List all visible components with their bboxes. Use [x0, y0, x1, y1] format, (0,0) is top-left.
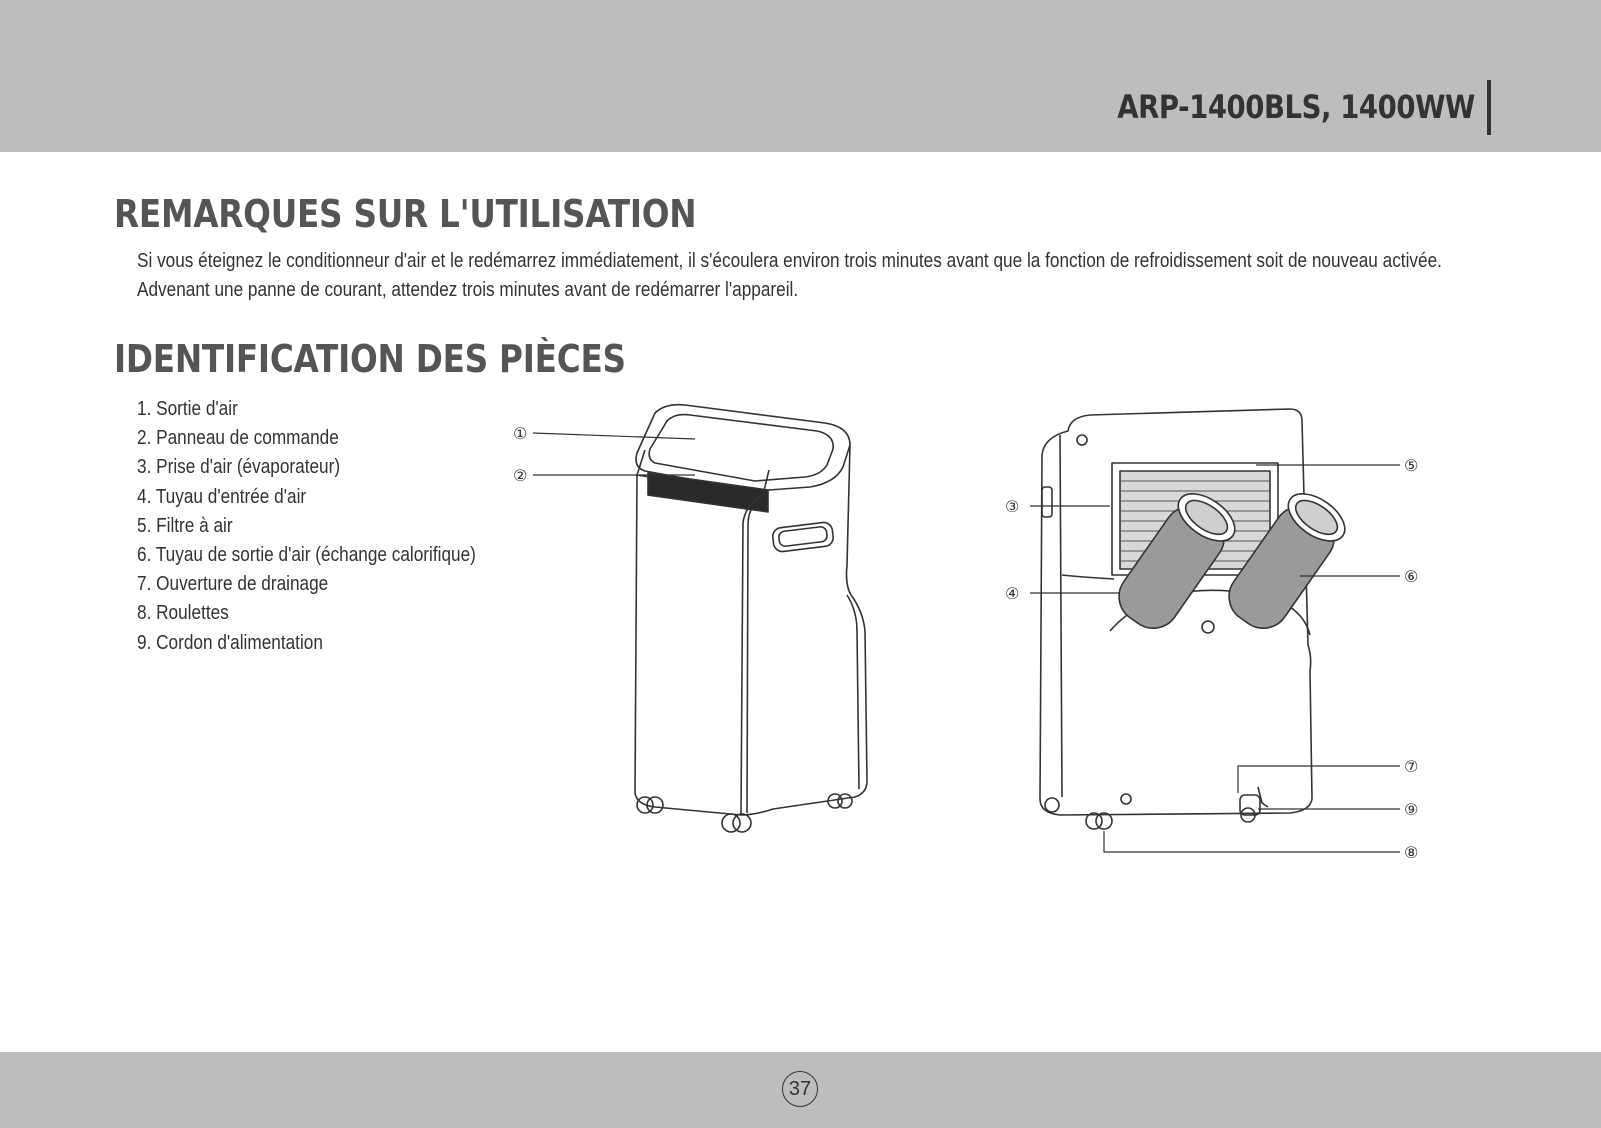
parts-list-item: 6. Tuyau de sortie d'air (échange calorifique): [137, 543, 476, 566]
model-title: ARP-1400BLS, 1400WW: [1117, 88, 1475, 126]
callout-label-1: ①: [513, 424, 528, 443]
callout-label-3: ③: [1005, 497, 1020, 516]
remarks-heading: REMARQUES SUR L'UTILISATION: [114, 192, 697, 236]
callout-label-8: ⑧: [1404, 843, 1419, 862]
parts-list-item: 2. Panneau de commande: [137, 427, 339, 450]
callout-line-1: [533, 433, 695, 439]
callout-label-5: ⑤: [1404, 456, 1419, 475]
back-top-hole: [1077, 435, 1087, 445]
parts-list-item: 9. Cordon d'alimentation: [137, 631, 323, 654]
callout-label-6: ⑥: [1404, 567, 1419, 586]
shelf-knob: [1202, 621, 1214, 633]
body-front-inner: [747, 507, 753, 813]
drain-opening: [1121, 794, 1131, 804]
callout-label-2: ②: [513, 466, 528, 485]
header-bar: [0, 0, 1601, 152]
remarks-line-1: Si vous éteignez le conditionneur d'air et le redémarrez immédiatement, il s'écoulera environ trois minutes avant que la fonction de refroidissement soit de nouveau activée.: [137, 250, 1442, 272]
body-left: [635, 475, 741, 815]
front-unit-illustration: [505, 395, 905, 865]
callout-line-8: [1104, 831, 1400, 852]
parts-list-item: 5. Filtre à air: [137, 514, 233, 537]
caster: [838, 794, 852, 808]
parts-list-item: 8. Roulettes: [137, 602, 229, 625]
side-air-inlet: [1042, 487, 1052, 517]
back-body-seam: [1062, 575, 1114, 579]
back-body-edge: [1060, 435, 1062, 797]
callout-label-4: ④: [1005, 584, 1020, 603]
air-outlet-grille: [649, 415, 833, 481]
parts-list-item: 4. Tuyau d'entrée d'air: [137, 485, 307, 508]
body-side-curve: [847, 595, 859, 789]
side-handle-outer: [772, 521, 834, 552]
caster: [1045, 798, 1059, 812]
callout-line-7: [1238, 766, 1400, 793]
parts-list-item: 7. Ouverture de drainage: [137, 573, 329, 596]
parts-list-item: 1. Sortie d'air: [137, 398, 238, 420]
page-number: 37: [782, 1071, 818, 1107]
callout-label-9: ⑨: [1404, 800, 1419, 819]
caster: [733, 814, 751, 832]
remarks-line-2: Advenant une panne de courant, attendez trois minutes avant de redémarrer l'appareil.: [137, 279, 799, 301]
side-handle-inner: [778, 526, 827, 547]
parts-list-item: 3. Prise d'air (évaporateur): [137, 456, 341, 479]
parts-list: [137, 395, 531, 658]
callout-label-7: ⑦: [1404, 757, 1419, 776]
caster: [722, 814, 740, 832]
back-unit-illustration: [1000, 395, 1450, 875]
caster: [647, 797, 663, 813]
cord-holder: [1240, 795, 1260, 815]
header-divider: [1487, 80, 1491, 135]
identification-heading: IDENTIFICATION DES PIÈCES: [114, 337, 626, 381]
